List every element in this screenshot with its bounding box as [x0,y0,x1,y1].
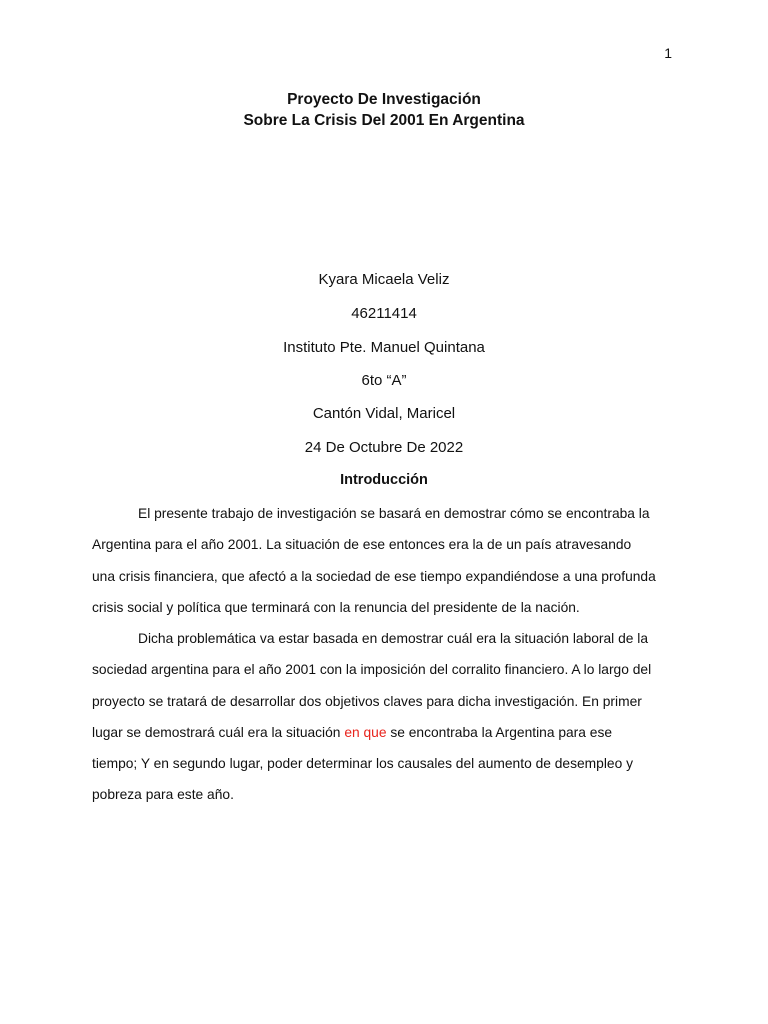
paragraph-2-line-1: Dicha problemática va estar basada en demostrar cuál era la situación laboral de la [138,631,648,646]
student-id: 46211414 [351,305,417,322]
paragraph-2-line-4-end: se encontraba la Argentina para ese [386,724,613,740]
course-name: 6to “A” [361,372,407,389]
page-number: 1 [664,45,672,61]
institute-name: Instituto Pte. Manuel Quintana [283,339,485,356]
paragraph-2-line-4-start: lugar se demostrará cuál era la situación [92,724,345,740]
section-heading-introduction: Introducción [340,472,428,488]
title-line-2: Sobre La Crisis Del 2001 En Argentina [243,112,525,129]
paragraph-1-line-3: una crisis financiera, que afectó a la sociedad de ese tiempo expandiéndose a una profunda [92,568,656,584]
paragraph-2-line-6: pobreza para este año. [92,787,234,803]
paragraph-1 [92,498,682,623]
paragraph-1-line-2: Argentina para el año 2001. La situación de ese entonces era la de un país atravesando [92,537,632,553]
teacher-name: Cantón Vidal, Maricel [312,405,456,422]
paragraph-1-line-1: El presente trabajo de investigación se basará en demostrar cómo se encontraba la [138,506,650,521]
document-title [0,89,768,131]
paragraph-2 [92,623,682,811]
document-date: 24 De Octubre De 2022 [304,439,464,456]
highlighted-text: en que [344,724,387,740]
paragraph-2-line-4 [92,717,682,748]
paragraph-2-line-5: tiempo; Y en segundo lugar, poder determinar los causales del aumento de desempleo y [92,756,633,772]
author-name: Kyara Micaela Veliz [318,271,450,288]
paragraph-2-line-2: sociedad argentina para el año 2001 con la imposición del corralito financiero. A lo largo del [92,662,652,678]
title-line-1: Proyecto De Investigación [287,91,481,108]
paragraph-2-line-3: proyecto se tratará de desarrollar dos objetivos claves para dicha investigación. En primer [92,693,642,709]
paragraph-1-line-4: crisis social y política que terminará con la renuncia del presidente de la nación. [92,599,580,615]
